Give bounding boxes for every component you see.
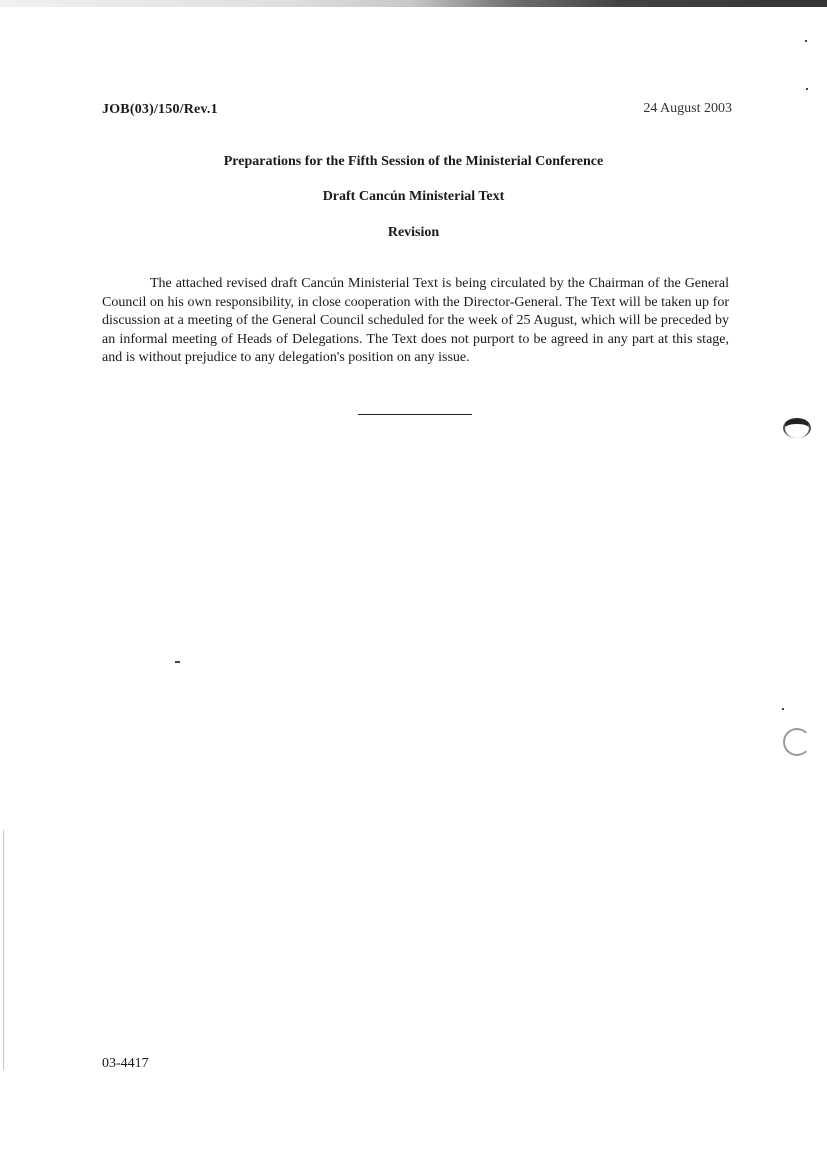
document-symbol: JOB(03)/150/Rev.1 [102, 102, 218, 117]
document-date: 24 August 2003 [643, 101, 732, 116]
punch-hole-mark [783, 418, 811, 438]
scan-speck [782, 708, 784, 710]
body-paragraph: The attached revised draft Cancún Ministerial Text is being circulated by the Chairman of the General Council on his own responsibility, in close cooperation with the Director-General. The Text will be taken up for discussion at a meeting of the General Council scheduled for the week of 25 August, which will be preceded by an informal meeting of Heads of Delegations. The Text does not purport to be agreed in any part at this stage, and is without prejudice to any delegation's position on any issue. [102, 276, 729, 365]
scan-speck [175, 661, 180, 663]
separator-line [358, 414, 472, 415]
title-revision: Revision [387, 225, 440, 240]
scan-edge-left [3, 830, 4, 1070]
punch-hole-mark [783, 728, 811, 756]
title-draft-text: Draft Cancún Ministerial Text [322, 189, 505, 204]
title-conference: Preparations for the Fifth Session of the Ministerial Conference [223, 154, 604, 169]
document-number: 03-4417 [102, 1056, 149, 1071]
scan-speck [806, 88, 808, 90]
scan-speck [805, 40, 807, 42]
scan-edge-top [0, 0, 827, 7]
